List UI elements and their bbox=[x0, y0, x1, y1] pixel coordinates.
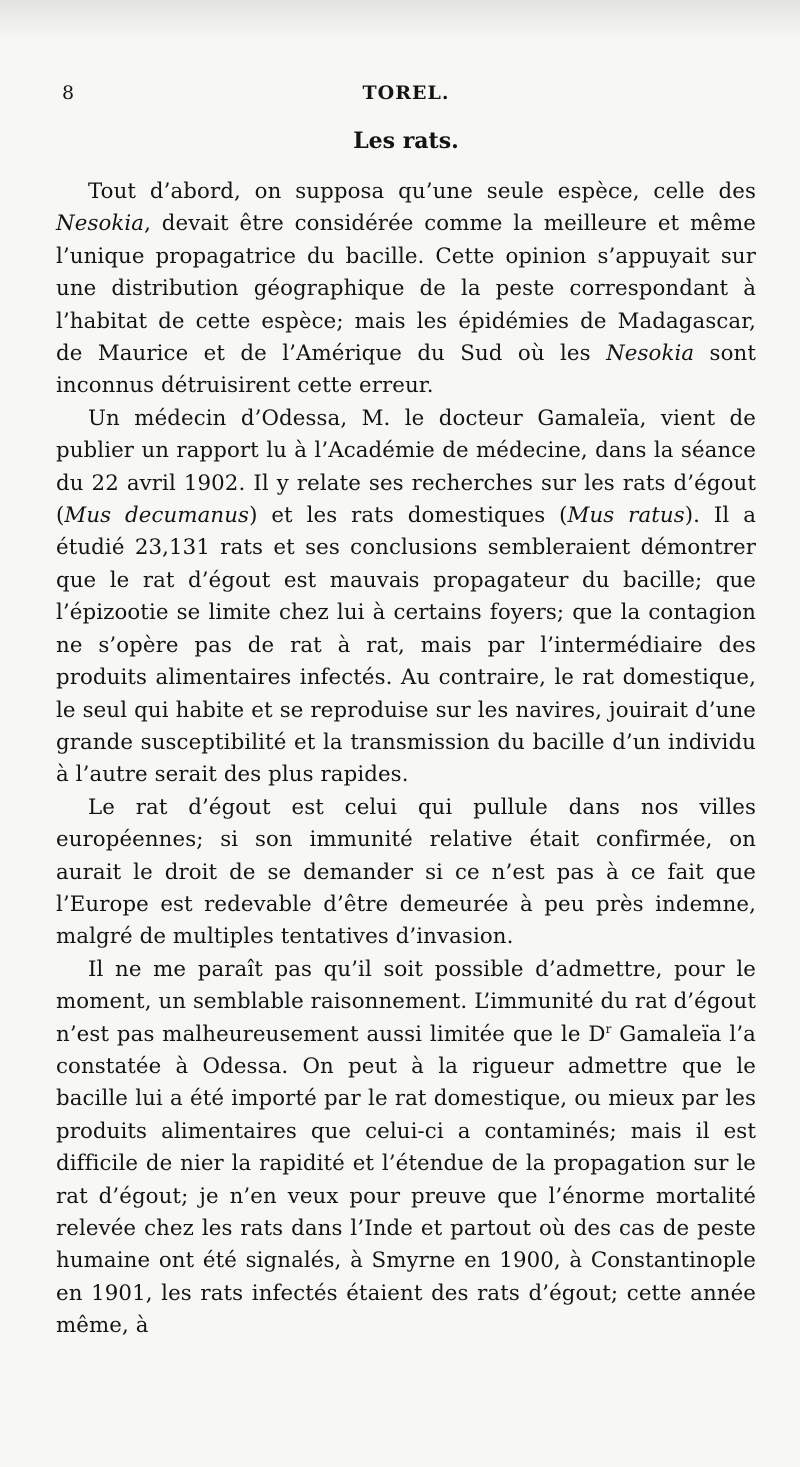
paragraph-4 bbox=[56, 954, 756, 1343]
paragraph-text: Le rat d’égout est celui qui pullule dans nos villes européennes; si son immunité relative était confirmée, on aurait le droit de se demander si ce n’est pas à ce fait que l’Europe est redevable d’être demeurée à peu près indemne, malgré de multiples tentatives d’invasion. bbox=[56, 794, 756, 950]
page-number: 8 bbox=[62, 82, 75, 104]
species-name: Mus ratus bbox=[567, 503, 685, 529]
paragraph-text: Tout d’abord, on supposa qu’une seule espèce, celle des bbox=[88, 179, 756, 204]
paragraph-text: sont inconnus détruisirent cette erreur. bbox=[56, 341, 756, 399]
paragraph-text: Un médecin d’Odessa, M. le docteur Gamaleïa, vient de publier un rapport lu à l’Académie de médecine, dans la séance du 22 avril 1902. Il y relate ses recherches sur les rats d’égout ( bbox=[56, 405, 756, 529]
paragraph-text: , devait être considérée comme la meilleure et même l’unique propagatrice du bacille. Cette opinion s’appuyait sur une distribution géographique de la peste correspondant à l’habitat de cette espèce; mais les épidémies de Madagascar, de Maurice et de l’Amérique du Sud où les bbox=[56, 211, 756, 367]
species-name: Mus decumanus bbox=[64, 503, 250, 529]
paragraph-text: Gamaleïa l’a constatée à Odessa. On peut à la rigueur admettre que le bacille lui a été importé par le rat domestique, ou mieux par les produits alimentaires que celui-ci a contaminés; mais il est difficile de nier la rapidité et l’étendue de la propagation sur le rat d’égout; je n’en veux pour preuve que l’énorme mortalité relevée chez les rats dans l’Inde et partout où des cas de peste humaine ont été signalés, à Smyrne en 1900, à Constantinople en 1901, les rats infectés étaient des rats d’égout; cette année même, à bbox=[56, 1021, 756, 1339]
running-title: TOREL. bbox=[362, 82, 450, 104]
paragraph-text: ). Il a étudié 23,131 rats et ses conclusions sembleraient démontrer que le rat d’égout est mauvais propagateur du bacille; que l’épizootie se limite chez lui à certains foyers; que la contagion ne s’opère pas de rat à rat, mais par l’intermédiaire des produits alimentaires infectés. Au contraire, le rat domestique, le seul qui habite et se reproduise sur les navires, jouirait d’une grande susceptibilité et la transmission du bacille d’un individu à l’autre serait des plus rapides. bbox=[56, 503, 756, 788]
paragraph-3 bbox=[56, 792, 756, 954]
body-text bbox=[56, 176, 756, 1343]
running-head bbox=[56, 82, 756, 112]
paragraph-text: Il ne me paraît pas qu’il soit possible d’admettre, pour le moment, un semblable raisonnement. L’immunité du rat d’égout n’est pas malheureusement aussi limitée que le D bbox=[56, 956, 756, 1047]
species-name: Nesokia bbox=[56, 211, 145, 237]
paragraph-2 bbox=[56, 403, 756, 792]
species-name: Nesokia bbox=[606, 341, 695, 367]
abbreviation-superscript: r bbox=[605, 1021, 612, 1036]
paragraph-1 bbox=[56, 176, 756, 403]
paragraph-text: ) et les rats domestiques ( bbox=[249, 503, 568, 529]
section-title: Les rats. bbox=[353, 128, 459, 154]
